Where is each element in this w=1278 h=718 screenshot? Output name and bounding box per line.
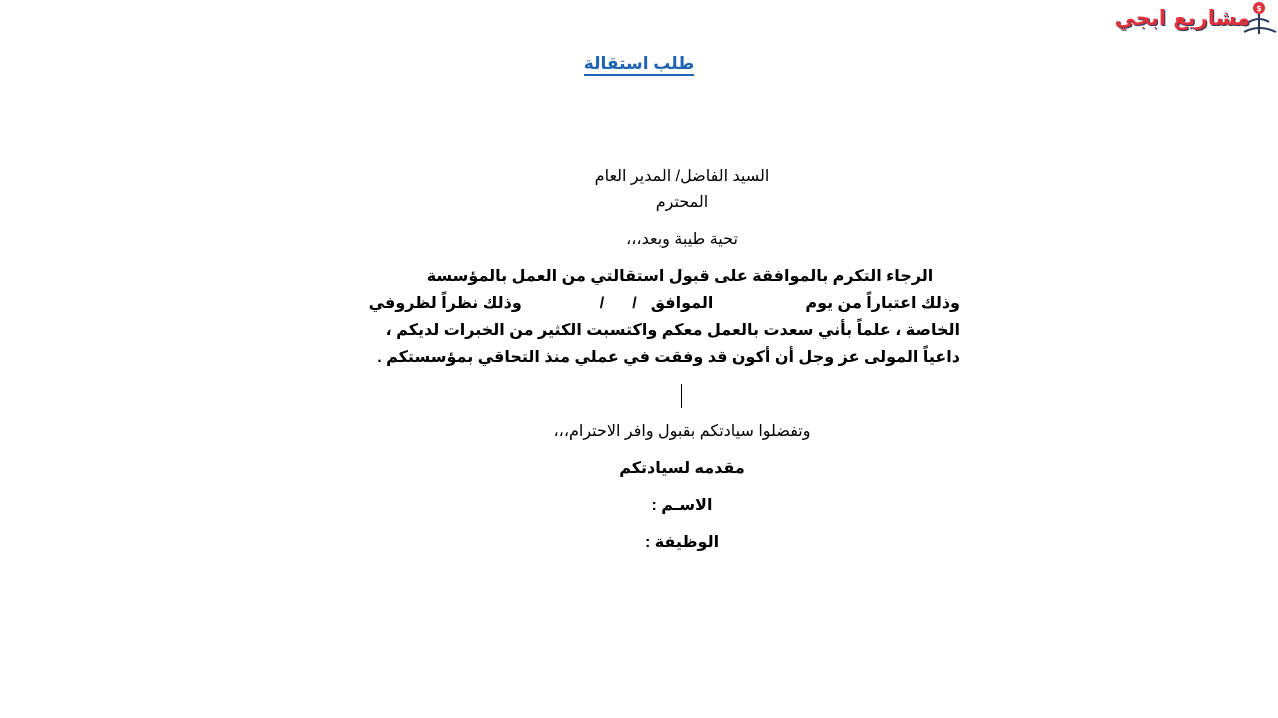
date-slash-1: /: [632, 295, 637, 312]
body-line-2-middle: الموافق: [650, 295, 714, 312]
name-field-label: الاسـم :: [651, 497, 713, 514]
document-title-text: طلب استقالة: [584, 54, 694, 76]
presenter-line: مقدمه لسيادتكم: [619, 460, 745, 477]
addressee-honorific: المحترم: [655, 194, 709, 211]
site-logo[interactable]: [1114, 0, 1278, 42]
job-field-label: الوظيفة :: [644, 534, 720, 551]
body-line-2-start: وذلك اعتباراً من يوم: [805, 295, 960, 312]
body-line-3: الخاصة ، علماً بأني سعدت بالعمل معكم واكتسبت الكثير من الخبرات لديكم ،: [385, 322, 960, 339]
body-line-1: الرجاء التكرم بالموافقة على قبول استقالتي من العمل بالمؤسسة: [426, 268, 934, 285]
addressee-line: السيد الفاضل/ المدير العام: [594, 168, 770, 185]
svg-text:$: $: [1256, 4, 1262, 13]
date-slash-2: /: [599, 295, 605, 312]
body-line-2-end: وذلك نظراً لظروفي: [368, 295, 522, 312]
document-title: [0, 54, 1278, 74]
body-line-4: داعياً المولى عز وجل أن أكون قد وفقت في عملي منذ التحاقي بمؤسستكم .: [377, 349, 960, 366]
logo-text: مشاريع ابجي: [1114, 6, 1250, 30]
body-line-2: [368, 290, 960, 317]
greeting-line: تحية طيبة وبعد،،،: [626, 231, 738, 248]
text-cursor: [681, 384, 682, 408]
letter-body: [368, 263, 960, 371]
closing-line: وتفضلوا سيادتكم بقبول وافر الاحترام،،،: [553, 423, 811, 440]
addressee-block: [0, 164, 1278, 216]
